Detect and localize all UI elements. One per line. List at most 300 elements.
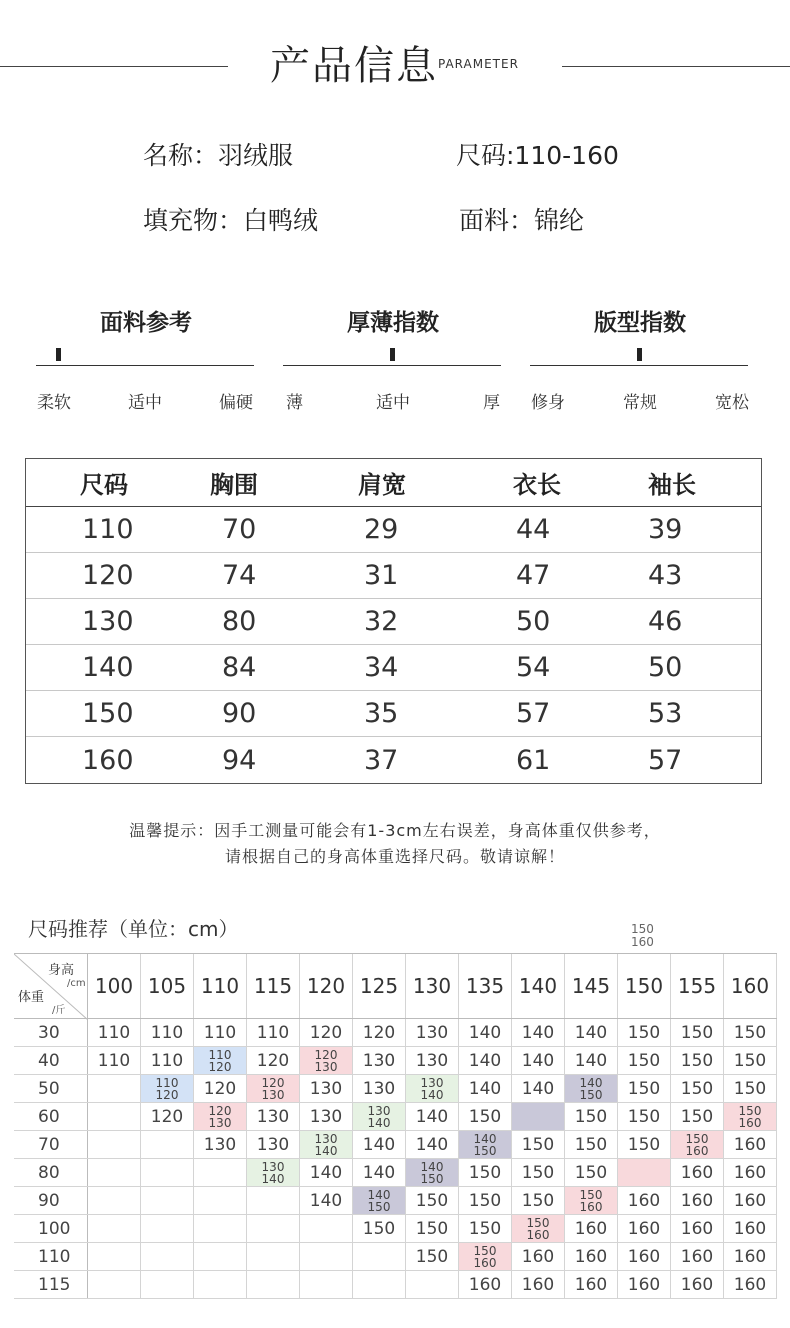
size-value: 120 (261, 1075, 285, 1090)
size-value: 160 (526, 1227, 550, 1242)
size-recommend-cell (724, 1019, 777, 1046)
size-recommend-cell (141, 1271, 194, 1298)
scale-marker (637, 348, 642, 361)
size-value: 160 (738, 1115, 762, 1130)
size-value: 130 (309, 1106, 343, 1127)
size-recommend-cell (459, 1103, 512, 1130)
size-value: 140 (415, 1106, 449, 1127)
page-subtitle: PARAMETER (438, 57, 519, 71)
size-value: 140 (468, 1022, 502, 1043)
size-recommend-cell (300, 1075, 353, 1102)
size-recommend-cell (300, 1103, 353, 1130)
scale-label-mid: 常规 (623, 393, 657, 413)
size-recommend-cell (194, 1215, 247, 1242)
size-recommend-cell (141, 1187, 194, 1214)
size-recommend-cell (459, 1271, 512, 1298)
header-cell: 尺码 (80, 471, 128, 499)
size-recommend-cell (618, 1075, 671, 1102)
size-recommend-cell (353, 1047, 406, 1074)
height-header-cell: 100 (88, 954, 141, 1018)
height-header-cell: 105 (141, 954, 194, 1018)
size-recommend-cell (459, 1215, 512, 1242)
size-value: 150 (733, 1022, 767, 1043)
scale-label-low: 修身 (531, 393, 565, 413)
tip-line-1: 温馨提示：因手工测量可能会有1-3cm左右误差，身高体重仅供参考， (129, 821, 661, 840)
size-recommend-cell (618, 1215, 671, 1242)
size-value: 160 (733, 1134, 767, 1155)
size-recommend-cell (353, 1187, 406, 1214)
size-table-cell: 80 (222, 606, 257, 637)
scale-track (283, 365, 501, 366)
corner-weight-label: 体重 (18, 990, 45, 1005)
height-header-cell: 115 (247, 954, 300, 1018)
size-value: 120 (362, 1022, 396, 1043)
size-value: 150 (362, 1218, 396, 1239)
size-recommend-cell (300, 1047, 353, 1074)
size-value: 160 (627, 1218, 661, 1239)
scale-label-mid: 适中 (128, 393, 162, 413)
size-table-row (26, 645, 761, 691)
size-recommend-cell (300, 1243, 353, 1270)
size-recommend-cell (512, 1159, 565, 1186)
size-value: 130 (256, 1106, 290, 1127)
size-recommend-cell (247, 1215, 300, 1242)
size-recommend-cell (512, 1187, 565, 1214)
size-recommend-cell (618, 1187, 671, 1214)
size-recommend-cell (724, 1243, 777, 1270)
weight-cell: 60 (14, 1103, 88, 1130)
size-recommend-cell (406, 1131, 459, 1158)
size-value: 160 (680, 1274, 714, 1295)
size-value: 150 (468, 1218, 502, 1239)
size-recommend-cell (300, 1187, 353, 1214)
size-recommend-cell (671, 1131, 724, 1158)
size-value: 140 (309, 1162, 343, 1183)
scale-marker (56, 348, 61, 361)
size-table-row (26, 553, 761, 599)
height-header-cell: 160 (724, 954, 777, 1018)
size-value: 140 (362, 1162, 396, 1183)
size-value: 140 (309, 1190, 343, 1211)
size-value: 130 (256, 1134, 290, 1155)
size-value: 140 (314, 1143, 338, 1158)
size-recommend-cell (724, 1159, 777, 1186)
size-recommend-cell (512, 1243, 565, 1270)
recommend-row (14, 1271, 777, 1299)
size-value: 160 (680, 1162, 714, 1183)
size-value: 130 (309, 1078, 343, 1099)
recommend-row (14, 1215, 777, 1243)
size-table-cell: 61 (516, 744, 551, 776)
size-value: 140 (420, 1087, 444, 1102)
size-value: 140 (367, 1187, 391, 1202)
size-recommend-cell (724, 1047, 777, 1074)
recommend-table-header (14, 953, 777, 1019)
size-value: 160 (680, 1218, 714, 1239)
recommend-row (14, 1159, 777, 1187)
size-recommend-cell (88, 1215, 141, 1242)
size-recommend-cell (353, 1103, 406, 1130)
size-recommend-cell (88, 1271, 141, 1298)
info-fabric: 面料：锦纶 (459, 206, 585, 235)
size-recommend-cell (406, 1159, 459, 1186)
height-header-cell: 140 (512, 954, 565, 1018)
size-recommend-cell (300, 1215, 353, 1242)
size-table-row (26, 599, 761, 645)
size-recommend-cell (194, 1075, 247, 1102)
size-recommend-cell (512, 1047, 565, 1074)
size-recommend-cell (88, 1019, 141, 1046)
size-value: 150 (627, 1022, 661, 1043)
size-recommend-cell (565, 1159, 618, 1186)
size-value: 150 (574, 1106, 608, 1127)
size-recommend-cell (141, 1215, 194, 1242)
size-value: 160 (521, 1246, 555, 1267)
size-table-cell: 39 (648, 514, 683, 545)
size-recommend-cell (406, 1047, 459, 1074)
size-recommend-cell (512, 1271, 565, 1298)
size-recommend-cell (88, 1075, 141, 1102)
size-value: 150 (415, 1246, 449, 1267)
corner-height-label: 身高 (48, 963, 75, 978)
size-table-cell: 35 (364, 698, 399, 729)
height-header-cell: 155 (671, 954, 724, 1018)
size-recommend-cell (247, 1159, 300, 1186)
size-value: 120 (203, 1078, 237, 1099)
size-table-cell: 43 (648, 560, 683, 591)
size-value: 130 (208, 1115, 232, 1130)
size-recommend-cell (671, 1243, 724, 1270)
size-recommend-cell (247, 1103, 300, 1130)
size-value: 160 (473, 1255, 497, 1270)
size-recommend-cell (406, 1187, 459, 1214)
size-recommend-cell (141, 1103, 194, 1130)
size-recommend-cell (247, 1019, 300, 1046)
size-value: 150 (680, 1022, 714, 1043)
size-value: 150 (579, 1087, 603, 1102)
size-recommend-cell (353, 1271, 406, 1298)
size-value: 150 (521, 1190, 555, 1211)
info-size: 尺码:110-160 (456, 141, 619, 170)
size-recommend-cell (459, 1019, 512, 1046)
scale-label-low: 柔软 (37, 393, 71, 413)
size-recommend-cell (194, 1047, 247, 1074)
size-recommend-cell (618, 1243, 671, 1270)
size-recommend-cell (353, 1215, 406, 1242)
weight-cell: 50 (14, 1075, 88, 1102)
size-table-cell: 57 (648, 744, 683, 776)
size-value: 150 (415, 1218, 449, 1239)
size-value: 130 (261, 1087, 285, 1102)
size-table-row (26, 737, 761, 783)
height-header-cell: 145 (565, 954, 618, 1018)
size-recommend-cell (300, 1159, 353, 1186)
size-value: 160 (685, 1143, 709, 1158)
size-value: 120 (208, 1059, 232, 1074)
size-value: 110 (155, 1075, 179, 1090)
size-value: 150 (420, 1171, 444, 1186)
recommend-row (14, 1019, 777, 1047)
size-value: 150 (579, 1187, 603, 1202)
size-value: 150 (415, 1190, 449, 1211)
size-value: 140 (261, 1171, 285, 1186)
size-value: 110 (150, 1050, 184, 1071)
size-recommend-cell (88, 1131, 141, 1158)
height-header-cell: 130 (406, 954, 459, 1018)
size-recommend-cell (88, 1243, 141, 1270)
corner-height-unit: /cm (67, 978, 86, 989)
size-recommend-cell (724, 1103, 777, 1130)
page-title: 产品信息 (270, 43, 438, 89)
size-recommend-cell (671, 1159, 724, 1186)
tip-line-2: 请根据自己的身高体重选择尺码。敬请谅解！ (224, 847, 565, 866)
size-value: 160 (574, 1246, 608, 1267)
size-recommend-cell (512, 1103, 565, 1130)
size-value: 120 (150, 1106, 184, 1127)
size-recommend-cell (565, 1271, 618, 1298)
size-recommend-cell (565, 1131, 618, 1158)
size-recommend-cell (512, 1131, 565, 1158)
size-recommend-cell (406, 1271, 459, 1298)
size-value: 110 (150, 1022, 184, 1043)
size-recommend-cell (406, 1215, 459, 1242)
size-recommend-cell (618, 1103, 671, 1130)
size-value: 140 (574, 1022, 608, 1043)
size-table-cell: 44 (516, 514, 551, 545)
size-recommend-cell (300, 1019, 353, 1046)
size-recommend-cell (724, 1131, 777, 1158)
size-value: 150 (574, 1134, 608, 1155)
size-value: 140 (367, 1115, 391, 1130)
size-value: 160 (733, 1162, 767, 1183)
size-value: 160 (627, 1190, 661, 1211)
header-cell: 衣长 (513, 471, 561, 499)
size-recommend-cell (194, 1271, 247, 1298)
size-recommend-cell (353, 1131, 406, 1158)
size-value: 130 (362, 1078, 396, 1099)
size-recommend-cell (141, 1159, 194, 1186)
size-table-cell: 34 (364, 652, 399, 683)
size-value: 130 (420, 1075, 444, 1090)
size-recommend-cell (194, 1243, 247, 1270)
size-value: 160 (468, 1274, 502, 1295)
size-recommend-cell (406, 1103, 459, 1130)
size-recommend-cell (194, 1187, 247, 1214)
scale-track (36, 365, 254, 366)
size-value: 110 (97, 1022, 131, 1043)
recommend-title: 尺码推荐（单位：cm） (28, 917, 239, 941)
header-cell: 袖长 (648, 471, 696, 499)
size-recommend-cell (88, 1103, 141, 1130)
scale-label-mid: 适中 (376, 393, 410, 413)
scale-label-high: 厚 (483, 393, 500, 413)
size-value: 160 (521, 1274, 555, 1295)
size-recommend-cell (459, 1187, 512, 1214)
scale-label-high: 偏硬 (219, 393, 253, 413)
info-name: 名称：羽绒服 (143, 141, 294, 170)
scale-title: 厚薄指数 (347, 310, 439, 336)
size-recommend-cell (618, 1271, 671, 1298)
size-value: 130 (314, 1131, 338, 1146)
size-recommend-cell (671, 1215, 724, 1242)
size-recommend-cell (141, 1243, 194, 1270)
size-value: 150 (473, 1243, 497, 1258)
corner-cell (14, 954, 88, 1018)
height-header-cell: 135 (459, 954, 512, 1018)
size-table-cell: 50 (516, 606, 551, 637)
size-recommend-cell (671, 1103, 724, 1130)
size-recommend-cell (565, 1243, 618, 1270)
size-value: 140 (521, 1078, 555, 1099)
size-recommend-cell (565, 1019, 618, 1046)
size-value: 150 (574, 1162, 608, 1183)
size-value: 140 (362, 1134, 396, 1155)
size-table-cell: 150 (82, 698, 134, 729)
size-value: 140 (468, 1050, 502, 1071)
size-value: 130 (415, 1050, 449, 1071)
size-table-cell: 53 (648, 698, 683, 729)
header-rule-left (0, 66, 228, 67)
size-value: 120 (309, 1022, 343, 1043)
size-recommend-cell (459, 1243, 512, 1270)
size-recommend-cell (247, 1243, 300, 1270)
size-recommend-cell (724, 1215, 777, 1242)
size-recommend-cell (300, 1131, 353, 1158)
size-value: 160 (733, 1274, 767, 1295)
size-table-cell: 32 (364, 606, 399, 637)
size-recommend-cell (565, 1047, 618, 1074)
size-value: 160 (733, 1246, 767, 1267)
size-recommend-cell (459, 1159, 512, 1186)
size-value: 160 (579, 1199, 603, 1214)
size-table (25, 458, 762, 784)
size-recommend-cell (353, 1159, 406, 1186)
recommend-table (14, 953, 777, 1299)
stray-size-line: 160 (631, 935, 654, 949)
size-recommend-cell (141, 1019, 194, 1046)
size-value: 140 (420, 1159, 444, 1174)
header-cell: 肩宽 (358, 471, 406, 499)
size-value: 150 (627, 1106, 661, 1127)
size-table-cell: 110 (82, 514, 134, 545)
size-table-cell: 54 (516, 652, 551, 683)
size-recommend-cell (247, 1047, 300, 1074)
size-recommend-cell (459, 1075, 512, 1102)
size-value: 130 (203, 1134, 237, 1155)
size-recommend-cell (141, 1047, 194, 1074)
size-value: 130 (314, 1059, 338, 1074)
scale-label-high: 宽松 (715, 393, 749, 413)
size-value: 150 (627, 1078, 661, 1099)
size-recommend-cell (512, 1215, 565, 1242)
size-recommend-cell (565, 1187, 618, 1214)
size-recommend-cell (406, 1243, 459, 1270)
size-recommend-cell (353, 1019, 406, 1046)
size-recommend-cell (724, 1187, 777, 1214)
size-value: 110 (97, 1050, 131, 1071)
weight-cell: 90 (14, 1187, 88, 1214)
recommend-row (14, 1243, 777, 1271)
size-table-cell: 50 (648, 652, 683, 683)
size-recommend-cell (194, 1019, 247, 1046)
size-value: 130 (367, 1103, 391, 1118)
weight-cell: 30 (14, 1019, 88, 1046)
size-value: 120 (314, 1047, 338, 1062)
size-value: 160 (733, 1218, 767, 1239)
height-header-cell: 120 (300, 954, 353, 1018)
size-recommend-cell (618, 1019, 671, 1046)
size-recommend-cell (671, 1187, 724, 1214)
size-value: 150 (468, 1106, 502, 1127)
size-value: 150 (733, 1078, 767, 1099)
size-value: 110 (203, 1022, 237, 1043)
size-table-cell: 74 (222, 560, 257, 591)
size-table-cell: 37 (364, 744, 399, 776)
size-table-cell: 47 (516, 560, 551, 591)
size-recommend-cell (459, 1131, 512, 1158)
size-table-cell: 29 (364, 514, 399, 545)
scale-track (530, 365, 748, 366)
size-table-cell: 90 (222, 698, 257, 729)
size-table-cell: 84 (222, 652, 257, 683)
size-table-cell: 160 (82, 744, 134, 776)
size-recommend-cell (618, 1159, 671, 1186)
size-value: 160 (574, 1218, 608, 1239)
size-table-cell: 120 (82, 560, 134, 591)
size-value: 150 (367, 1199, 391, 1214)
size-value: 160 (574, 1274, 608, 1295)
header-rule-right (562, 66, 790, 67)
size-value: 160 (680, 1246, 714, 1267)
size-recommend-cell (406, 1019, 459, 1046)
size-value: 140 (473, 1131, 497, 1146)
size-recommend-cell (247, 1271, 300, 1298)
size-value: 150 (473, 1143, 497, 1158)
size-recommend-cell (300, 1271, 353, 1298)
size-value: 150 (468, 1162, 502, 1183)
size-value: 130 (261, 1159, 285, 1174)
size-recommend-cell (247, 1187, 300, 1214)
size-recommend-cell (565, 1103, 618, 1130)
size-value: 150 (526, 1215, 550, 1230)
size-table-cell: 31 (364, 560, 399, 591)
weight-cell: 115 (14, 1271, 88, 1298)
size-value: 120 (208, 1103, 232, 1118)
weight-cell: 110 (14, 1243, 88, 1270)
size-recommend-cell (194, 1103, 247, 1130)
size-recommend-cell (724, 1075, 777, 1102)
size-value: 150 (627, 1050, 661, 1071)
header-cell: 胸围 (210, 471, 258, 499)
size-value: 130 (415, 1022, 449, 1043)
size-recommend-cell (671, 1047, 724, 1074)
size-recommend-cell (247, 1131, 300, 1158)
size-value: 140 (468, 1078, 502, 1099)
size-table-cell: 57 (516, 698, 551, 729)
corner-weight-unit: /斤 (52, 1005, 66, 1016)
size-value: 160 (680, 1190, 714, 1211)
recommend-row (14, 1075, 777, 1103)
stray-size-line: 150 (631, 922, 654, 936)
weight-cell: 70 (14, 1131, 88, 1158)
recommend-row (14, 1103, 777, 1131)
size-recommend-cell (353, 1243, 406, 1270)
size-table-cell: 70 (222, 514, 257, 545)
size-table-cell: 46 (648, 606, 683, 637)
size-recommend-cell (512, 1019, 565, 1046)
size-recommend-cell (406, 1075, 459, 1102)
size-value: 150 (680, 1106, 714, 1127)
